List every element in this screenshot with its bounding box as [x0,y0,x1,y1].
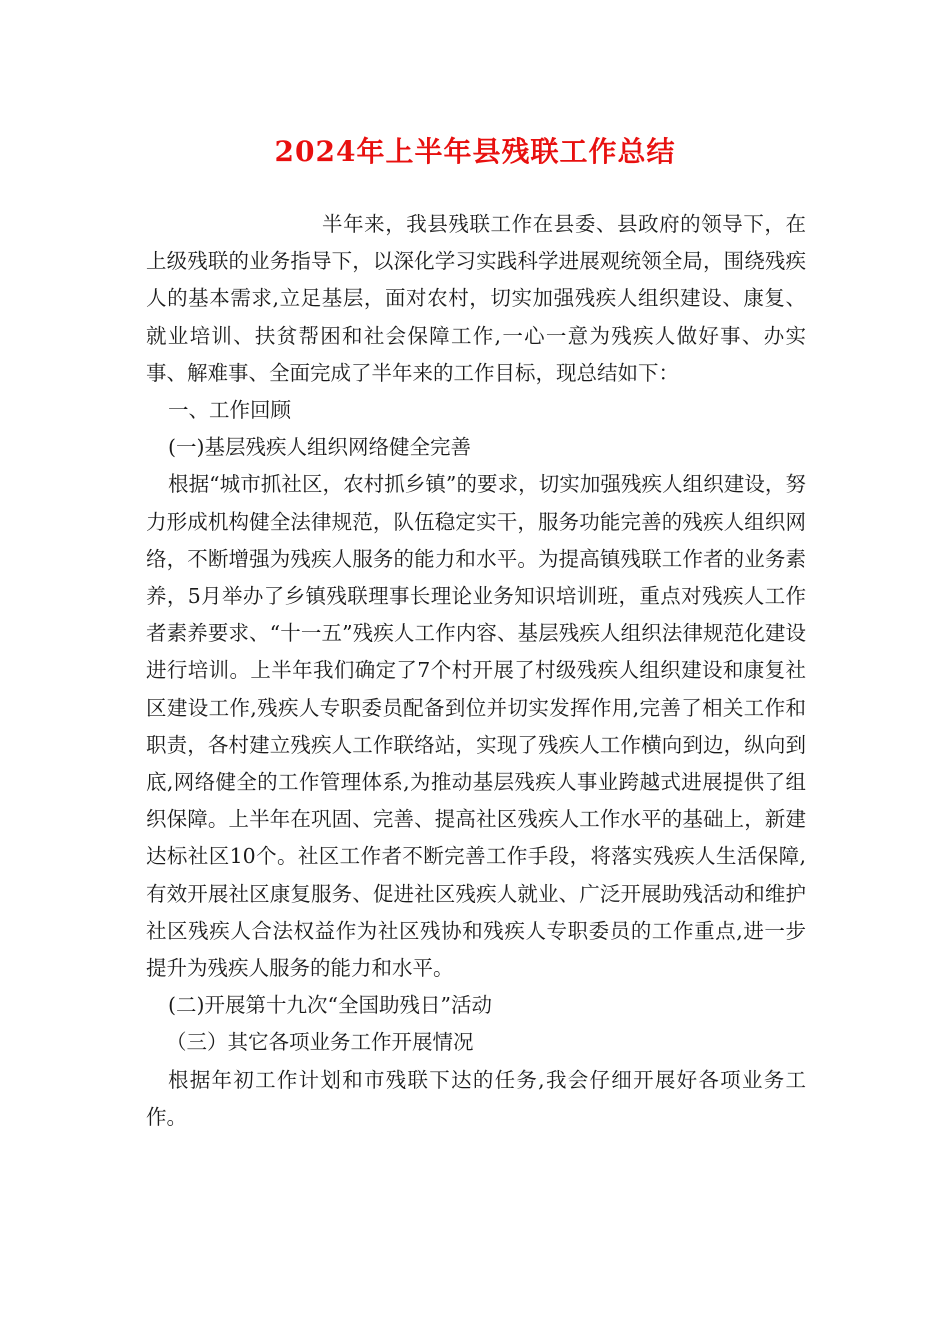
subsection-heading: （三）其它各项业务工作开展情况 [166,1030,474,1055]
subsection-heading: (一)基层残疾人组织网络健全完善 [168,435,471,460]
document-title: 2024年上半年县残联工作总结 [274,135,676,168]
subsection-heading: (二)开展第十九次“全国助残日”活动 [168,993,492,1018]
section-heading: 一、工作回顾 [168,398,291,423]
body-paragraph: 根据“城市抓社区，农村抓乡镇”的要求，切实加强残疾人组织建设，努力形成机构健全法律规范，队伍稳定实干，服务功能完善的残疾人组织网络，不断增强为残疾人服务的能力和水平。为提高镇残联工作者的业务素养，5月举办了乡镇残联理事长理论业务知识培训班，重点对残疾人工作者素养要求、“十一五”残疾人工作内容、基层残疾人组织法律规范化建设进行培训。上半年我们确定了7个村开展了村级残疾人组织建设和康复社区建设工作,残疾人专职委员配备到位并切实发挥作用,完善了相关工作和职责，各村建立残疾人工作联络站，实现了残疾人工作横向到边，纵向到底,网络健全的工作管理体系,为推动基层残疾人事业跨越式进展提供了组织保障。上半年在巩固、完善、提高社区残疾人工作水平的基础上，新建达标社区10个。社区工作者不断完善工作手段，将落实残疾人生活保障,有效开展社区康复服务、促进社区残疾人就业、广泛开展助残活动和维护社区残疾人合法权益作为社区残协和残疾人专职委员的工作重点,进一步提升为残疾人服务的能力和水平。 [146,472,806,981]
document-body [146,206,806,1136]
intro-paragraph: 半年来，我县残联工作在县委、县政府的领导下，在上级残联的业务指导下，以深化学习实践科学进展观统领全局，围绕残疾人的基本需求,立足基层，面对农村，切实加强残疾人组织建设、康复、就业培训、扶贫帮困和社会保障工作,一心一意为残疾人做好事、办实事、解难事、全面完成了半年来的工作目标，现总结如下： [146,212,806,385]
body-paragraph: 根据年初工作计划和市残联下达的任务,我会仔细开展好各项业务工作。 [146,1067,806,1129]
